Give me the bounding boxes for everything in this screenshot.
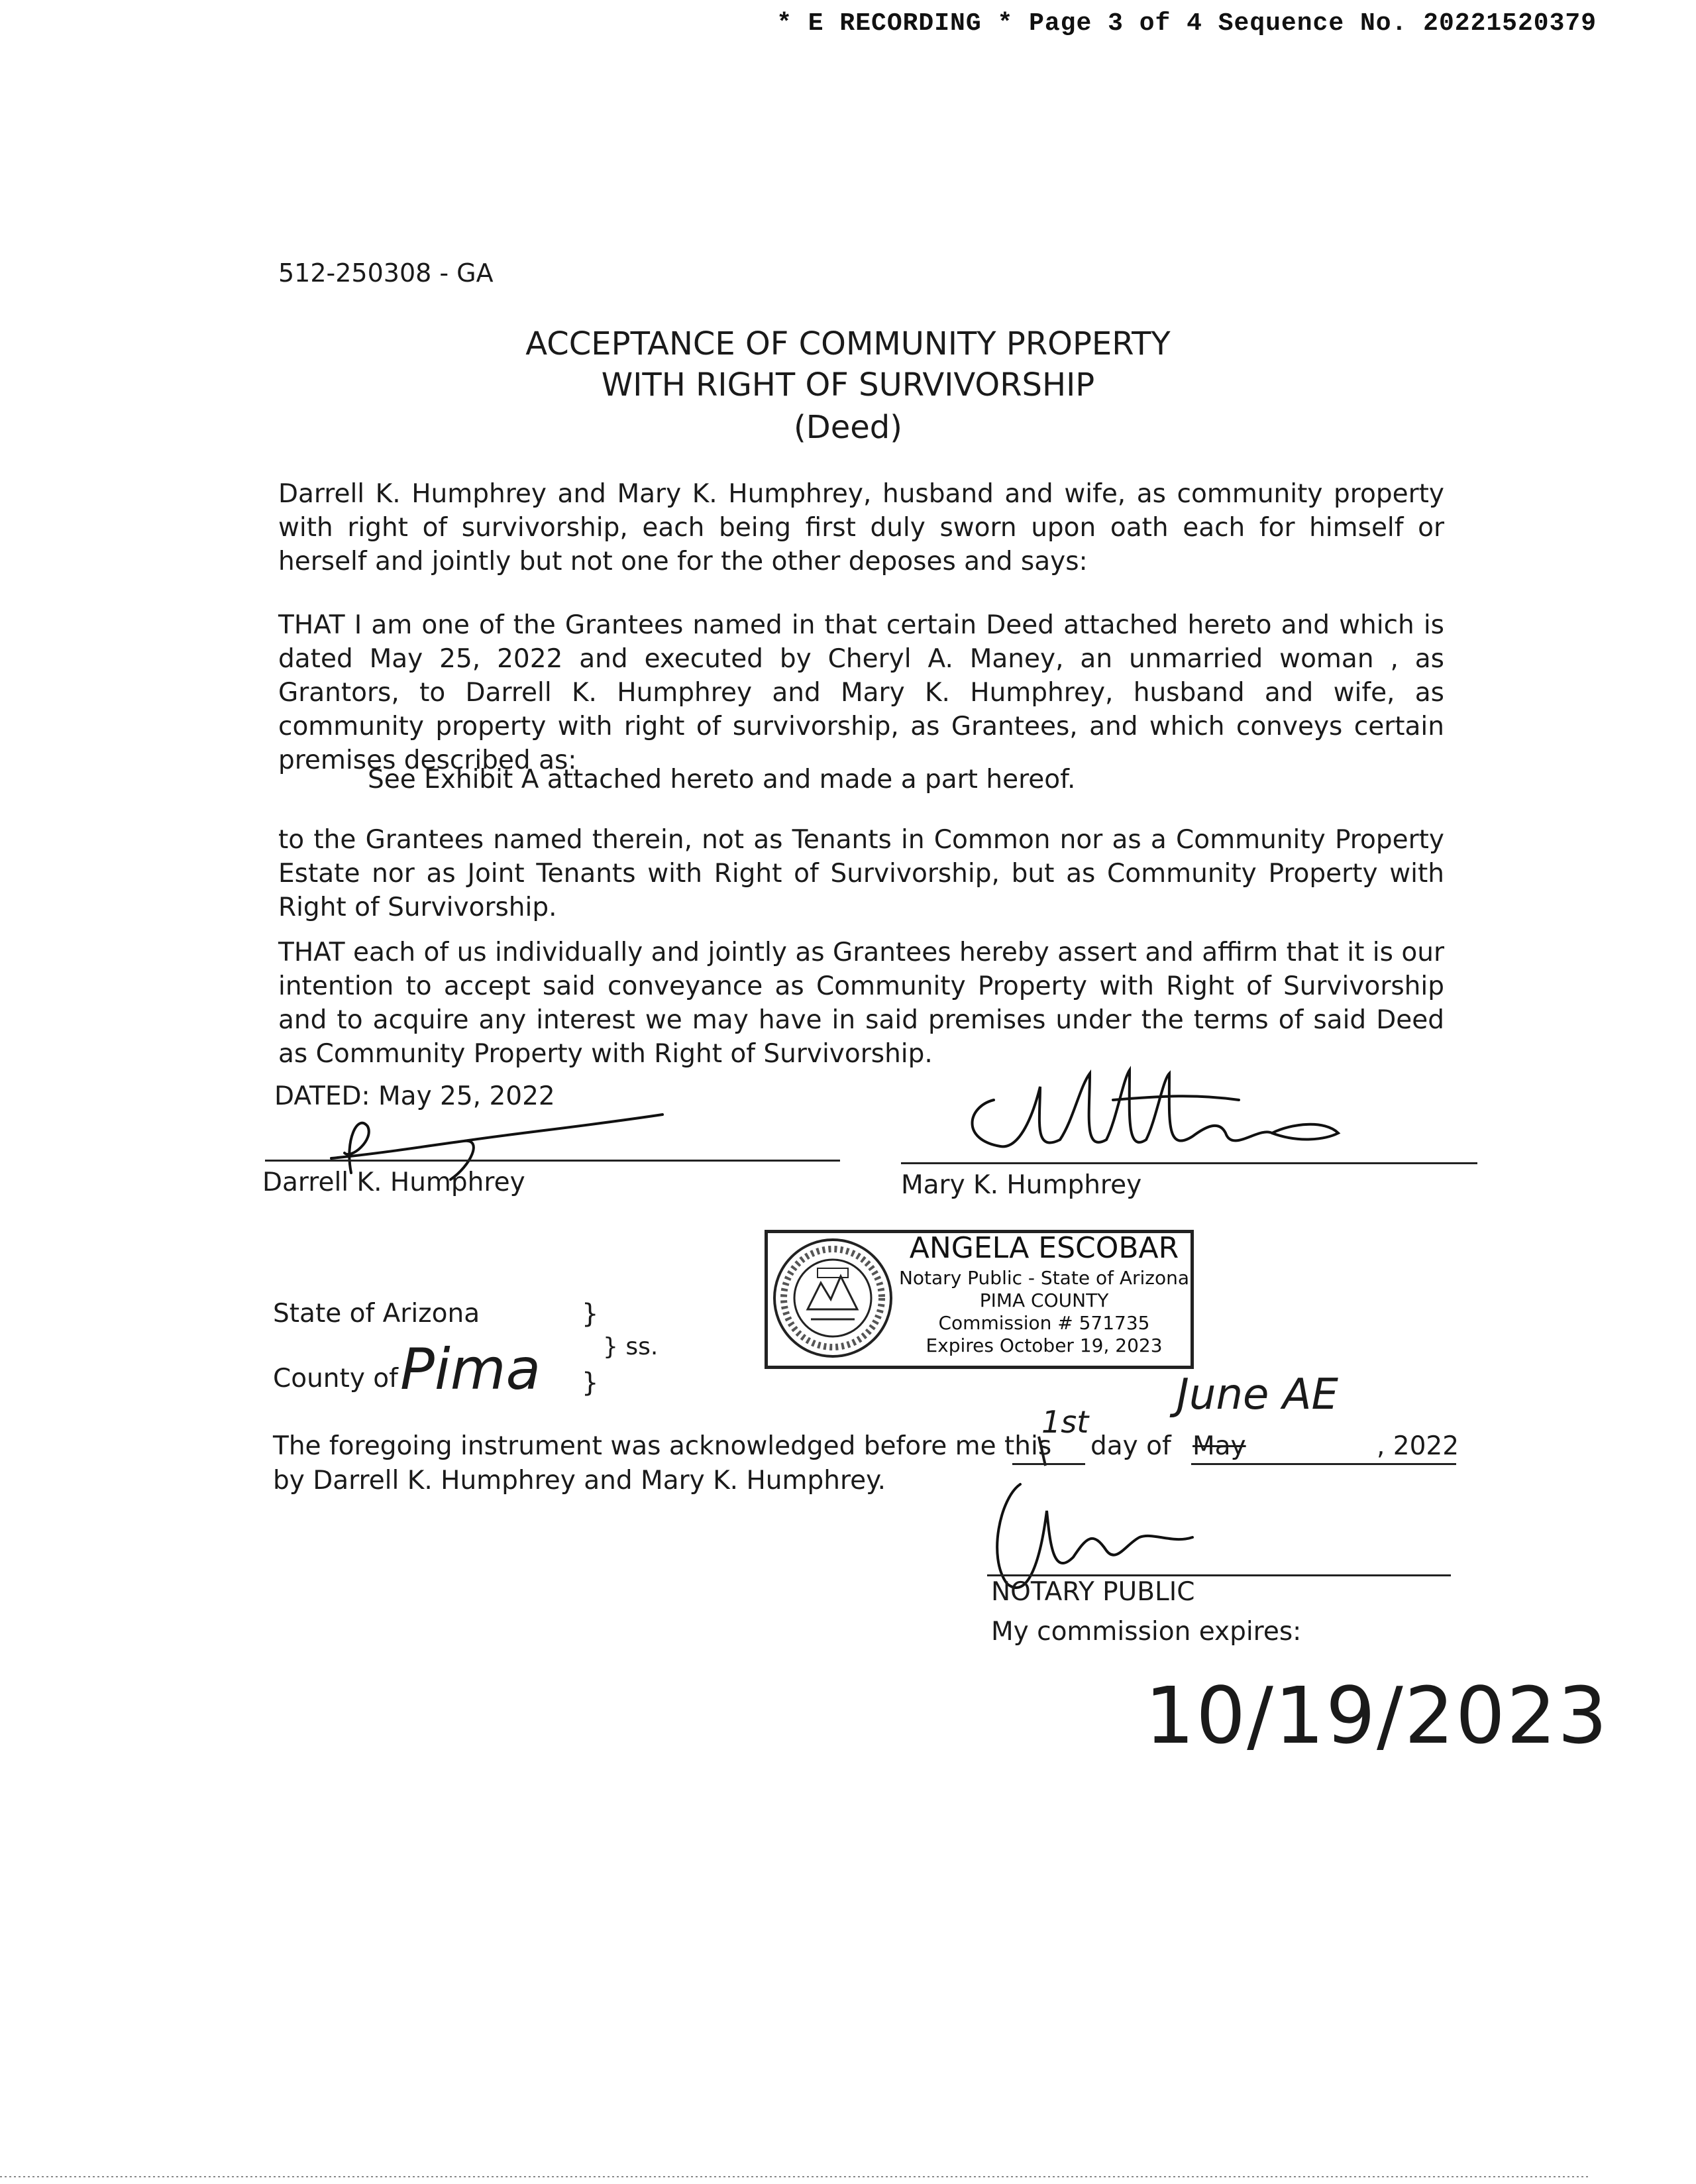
document-number: 512-250308 - GA [278, 258, 494, 288]
svg-text:1st: 1st [1041, 1404, 1089, 1440]
signature-line-left [265, 1160, 840, 1162]
notary-signature-line [987, 1574, 1451, 1576]
recording-header: * E RECORDING * Page 3 of 4 Sequence No. 20221520379 [776, 9, 1597, 38]
venue-ss: } ss. [603, 1333, 659, 1360]
stamp-commission-number: Commission # 571735 [938, 1312, 1150, 1334]
paragraph-affirmation: THAT each of us individually and jointly as Grantees hereby assert and affirm that it is our intention to accept said conveyance as Community Property with Right of Survivorship and to acquire any interest we may have in said premises under the terms of said Deed as Community Property with Right of Survivorship. [278, 938, 1444, 1069]
acknowledgment-year: , 2022 [1377, 1431, 1459, 1461]
paragraph-tenancy: to the Grantees named therein, not as Tenants in Common nor as a Community Property Estate nor as Joint Tenants with Right of Survivorship, but as Community Property with Right of Survivorship. [278, 825, 1444, 922]
signature-mary [941, 1060, 1352, 1173]
venue-brace: } [582, 1299, 599, 1329]
month-printed-struck: May [1192, 1431, 1246, 1461]
month-blank-line [1191, 1463, 1456, 1465]
svg-text:10/19/2023: 10/19/2023 [1145, 1670, 1609, 1761]
exhibit-reference: See Exhibit A attached hereto and made a part hereof. [368, 765, 1076, 794]
signer-name-left: Darrell K. Humphrey [262, 1168, 525, 1197]
acknowledgment-text: The foregoing instrument was acknowledged before me this [273, 1431, 1052, 1461]
dated-line: DATED: May 25, 2022 [274, 1081, 555, 1111]
stamp-expiration: Expires October 19, 2023 [926, 1335, 1163, 1356]
acknowledgment-parties: by Darrell K. Humphrey and Mary K. Humphrey. [273, 1466, 886, 1496]
paragraph-deponents: Darrell K. Humphrey and Mary K. Humphrey, husband and wife, as community property with right of survivorship, each being first duly sworn upon oath each for himself or herself and jointly but not one for the other deposes and says: [278, 479, 1444, 576]
signature-line-right [901, 1162, 1477, 1164]
venue-brace: } [582, 1368, 599, 1398]
stamp-title: Notary Public - State of Arizona [898, 1267, 1190, 1289]
svg-text:June AE: June AE [1177, 1370, 1338, 1419]
title-line-2: WITH RIGHT OF SURVIVORSHIP [601, 366, 1095, 404]
notary-public-label: NOTARY PUBLIC [991, 1577, 1195, 1607]
paragraph-grantees: THAT I am one of the Grantees named in that certain Deed attached hereto and which is dated May 25, 2022 and executed by Cheryl A. Maney, an unmarried woman , as Grantors, to Darrell K. Humphrey and Mary K. Humphrey, husband and wife, as community property with right of survivorship, as Grantees, and which conveys certain premises described as: [278, 610, 1444, 775]
title-line-3: (Deed) [794, 409, 902, 446]
commission-expiration-handwritten [1140, 1657, 1609, 1763]
venue-state: State of Arizona [273, 1299, 480, 1329]
month-handwritten [1173, 1358, 1371, 1425]
svg-text:Pima: Pima [400, 1337, 541, 1403]
scan-edge-noise [0, 2176, 1590, 2177]
venue-county-label: County of [273, 1364, 398, 1393]
day-of-label: day of [1090, 1431, 1171, 1461]
state-seal-icon [771, 1236, 894, 1360]
county-handwritten [398, 1329, 570, 1402]
signer-name-right: Mary K. Humphrey [901, 1170, 1142, 1200]
day-blank-line [1012, 1463, 1085, 1465]
title-line-1: ACCEPTANCE OF COMMUNITY PROPERTY [525, 325, 1171, 362]
stamp-notary-name: ANGELA ESCOBAR [909, 1231, 1179, 1265]
stamp-county: PIMA COUNTY [979, 1289, 1109, 1311]
commission-expires-label: My commission expires: [991, 1617, 1302, 1647]
day-handwritten [1026, 1397, 1092, 1470]
